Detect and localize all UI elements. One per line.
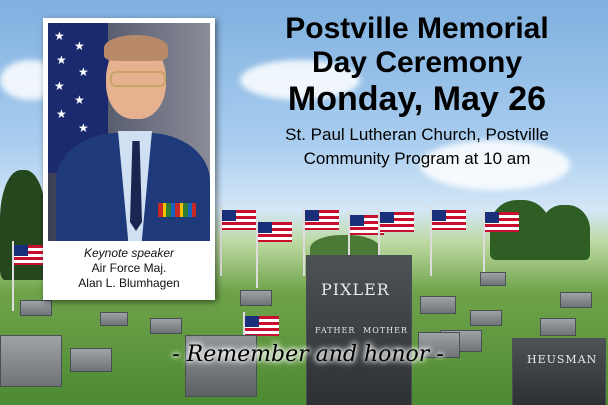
event-headline <box>232 12 602 170</box>
gravestone-surname: HEUSMAN <box>527 353 598 366</box>
gravestone <box>0 335 62 387</box>
gravestone <box>150 318 182 334</box>
event-program-time: Community Program at 10 am <box>303 149 531 168</box>
speaker-photo-card <box>43 18 215 300</box>
american-flag-icon <box>380 212 414 232</box>
gravestone-inscription: MOTHER <box>363 326 408 335</box>
event-location: St. Paul Lutheran Church, Postville <box>285 125 549 144</box>
speaker-portrait <box>48 23 210 241</box>
speaker-caption <box>43 246 215 291</box>
gravestone <box>480 272 506 286</box>
american-flag-icon <box>485 212 519 232</box>
event-title-line1: Postville Memorial <box>285 12 549 45</box>
pixler-gravestone <box>306 255 412 405</box>
gravestone <box>100 312 128 326</box>
glasses-icon <box>110 71 166 87</box>
flag-background: ★ ★ ★ ★ ★ ★ ★ ★ <box>48 23 108 173</box>
gravestone <box>540 318 576 336</box>
event-title-line2: Day Ceremony <box>311 46 523 79</box>
gravestone <box>70 348 112 372</box>
american-flag-icon <box>222 210 256 230</box>
speaker-rank: Air Force Maj. <box>91 261 167 275</box>
gravestone <box>20 300 52 316</box>
gravestone-inscription: FATHER <box>315 326 356 335</box>
american-flag-icon <box>258 222 292 242</box>
american-flag-icon <box>305 210 339 230</box>
gravestone <box>560 292 592 308</box>
tree <box>540 205 590 260</box>
american-flag-icon <box>432 210 466 230</box>
gravestone <box>470 310 502 326</box>
medal-ribbons <box>158 203 196 217</box>
speaker-role: Keynote speaker <box>83 246 175 260</box>
hair <box>104 35 168 61</box>
event-date: Monday, May 26 <box>287 80 547 118</box>
speaker-name: Alan L. Blumhagen <box>78 276 180 290</box>
gravestone <box>420 296 456 314</box>
tagline: - Remember and honor - <box>172 342 444 367</box>
gravestone-surname: PIXLER <box>321 280 390 299</box>
heusman-gravestone <box>512 338 606 405</box>
gravestone <box>240 290 272 306</box>
american-flag-icon <box>245 316 279 336</box>
